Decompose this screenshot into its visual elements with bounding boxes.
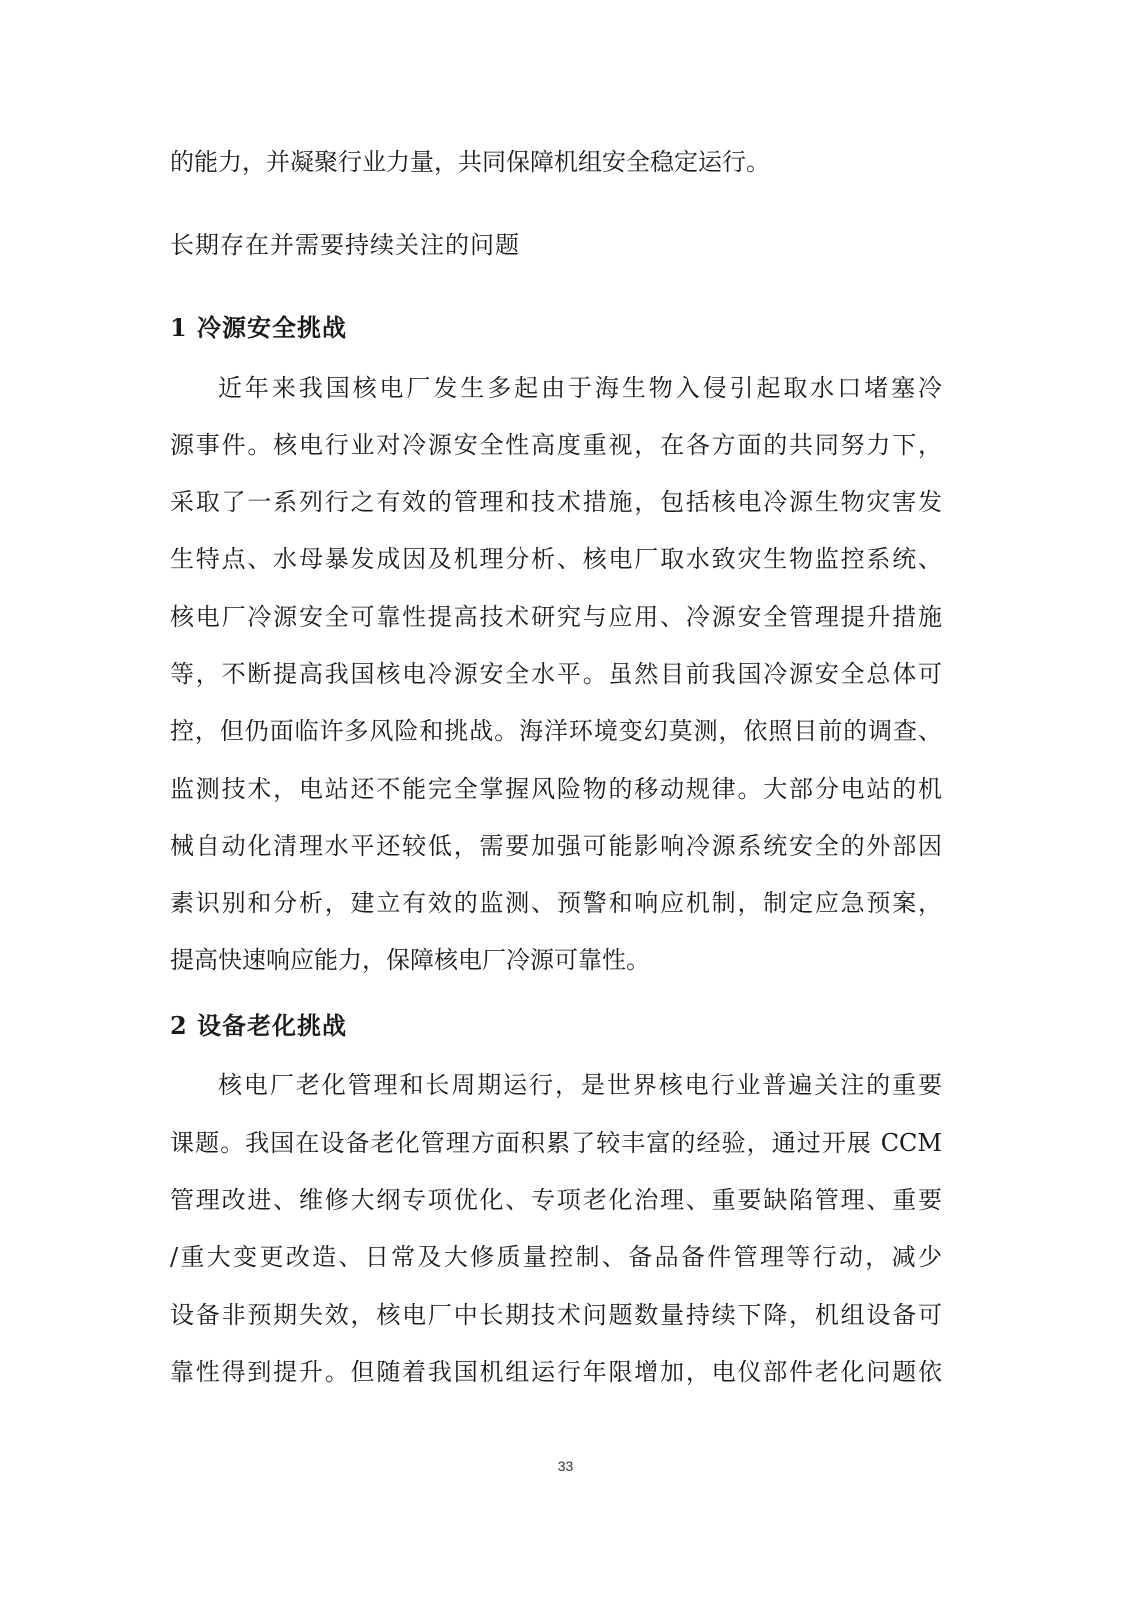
section-1-line: 等，不断提高我国核电冷源安全水平。虽然目前我国冷源安全总体可 (170, 660, 942, 688)
section-2-line: 课题。我国在设备老化管理方面积累了较丰富的经验，通过开展 CCM (170, 1129, 942, 1157)
section-1-line: 提高快速响应能力，保障核电厂冷源可靠性。 (170, 946, 650, 974)
section-1-line: 生特点、水母暴发成因及机理分析、核电厂取水致灾生物监控系统、 (170, 545, 942, 573)
section-1-line: 控，但仍面临许多风险和挑战。海洋环境变幻莫测，依照目前的调查、 (170, 717, 942, 745)
main-heading: 长期存在并需要持续关注的问题 (170, 231, 520, 259)
section-2-line: 管理改进、维修大纲专项优化、专项老化治理、重要缺陷管理、重要 (170, 1186, 942, 1214)
section-1-line: 采取了一系列行之有效的管理和技术措施，包括核电冷源生物灾害发 (170, 488, 942, 516)
section-2-line: 靠性得到提升。但随着我国机组运行年限增加，电仪部件老化问题依 (170, 1358, 942, 1386)
section-1-line: 监测技术，电站还不能完全掌握风险物的移动规律。大部分电站的机 (170, 775, 942, 803)
section-1-line: 源事件。核电行业对冷源安全性高度重视，在各方面的共同努力下， (170, 431, 942, 459)
section-1-line: 械自动化清理水平还较低，需要加强可能影响冷源系统安全的外部因 (170, 832, 942, 860)
section-1-line: 核电厂冷源安全可靠性提高技术研究与应用、冷源安全管理提升措施 (170, 603, 942, 631)
section-1-line: 素识别和分析，建立有效的监测、预警和响应机制，制定应急预案， (170, 889, 942, 917)
section-2-line: 设备非预期失效，核电厂中长期技术问题数量持续下降，机组设备可 (170, 1301, 942, 1329)
section-2-heading: 2 设备老化挑战 (170, 1011, 348, 1040)
lead-in-line: 的能力，并凝聚行业力量，共同保障机组安全稳定运行。 (170, 148, 770, 176)
section-2-line: /重大变更改造、日常及大修质量控制、备品备件管理等行动，减少 (170, 1243, 942, 1271)
section-1-heading: 1 冷源安全挑战 (170, 313, 348, 342)
section-2-line: 核电厂老化管理和长周期运行，是世界核电行业普遍关注的重要 (218, 1071, 942, 1099)
section-1-line: 近年来我国核电厂发生多起由于海生物入侵引起取水口堵塞冷 (218, 374, 942, 402)
page-number: 33 (557, 1458, 574, 1474)
